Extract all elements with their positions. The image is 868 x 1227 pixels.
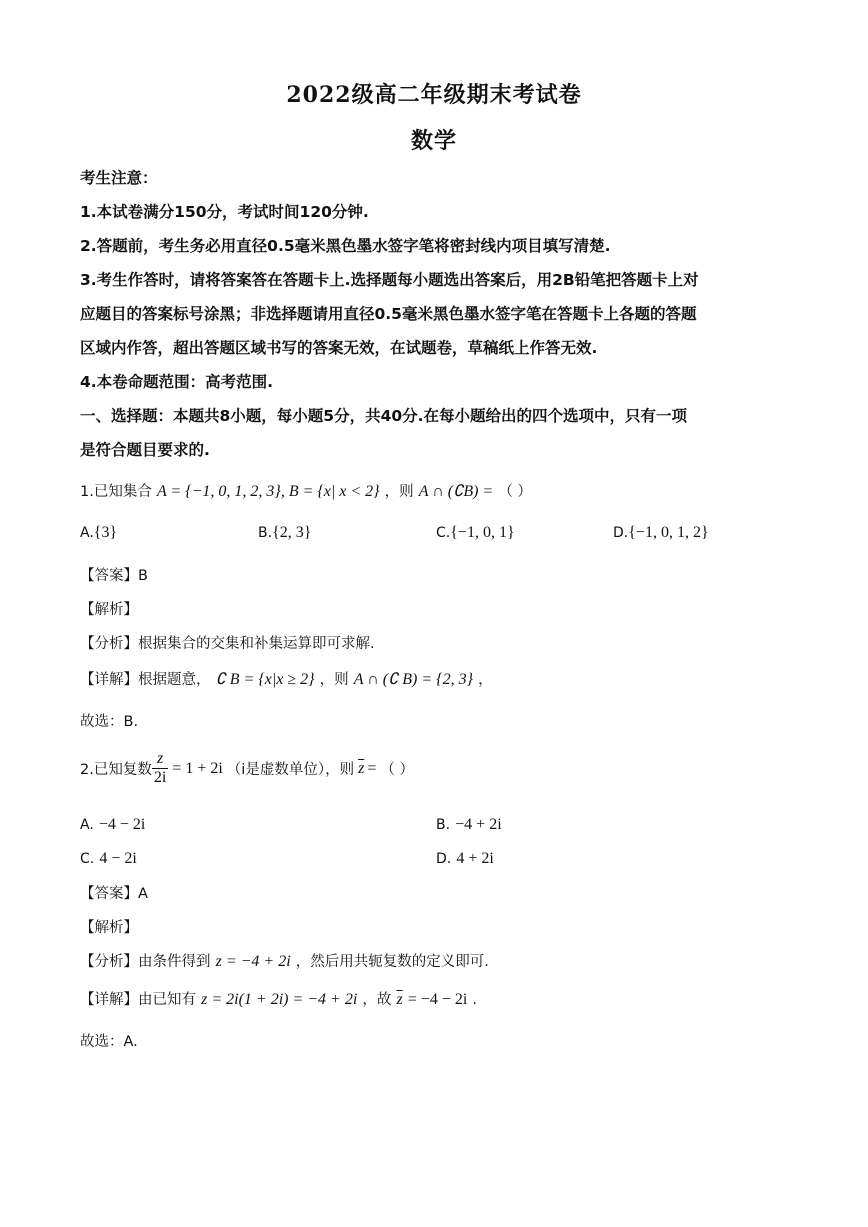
option-letter: B. xyxy=(436,817,451,833)
option-value: {−1, 0, 1} xyxy=(450,524,515,541)
q2-analysis-label: 【解析】 xyxy=(80,920,138,936)
q2-xiangjie-expr: z = 2i(1 + 2i) = −4 + 2i xyxy=(201,991,358,1008)
q2-option-c xyxy=(80,848,137,868)
q1-answer: 【答案】B xyxy=(80,568,148,584)
q2-option-b xyxy=(436,814,502,834)
q1-conclusion: 故选：B. xyxy=(80,714,139,730)
q1-xiangjie-expr2: A ∩ (∁ B) = {2, 3} xyxy=(353,671,473,688)
q2-xiangjie-end: . xyxy=(472,992,478,1008)
q2-fraction-numerator: z xyxy=(152,750,168,769)
notice-item: 4.本卷命题范围：高考范围. xyxy=(80,373,274,391)
q1-prefix: 1.已知集合 xyxy=(80,484,152,500)
q2-option-d xyxy=(436,848,494,868)
q2-conclusion: 故选：A. xyxy=(80,1034,138,1050)
option-value: 4 − 2i xyxy=(99,850,137,867)
option-letter: D. xyxy=(436,851,452,867)
option-letter: A. xyxy=(80,525,94,541)
section-heading-line1: 一、选择题：本题共8小题，每小题5分，共40分.在每小题给出的四个选项中，只有一项 xyxy=(80,407,688,425)
q1-mid: ，则 xyxy=(384,484,414,500)
q2-fraction xyxy=(152,750,168,787)
option-value: {2, 3} xyxy=(272,524,312,541)
q2-fenxi xyxy=(80,950,489,971)
exam-title: 2022级高二年级期末考试卷 xyxy=(286,82,582,108)
q1-option-b xyxy=(258,522,311,542)
option-letter: C. xyxy=(80,851,95,867)
notice-item: 3.考生作答时，请将答案答在答题卡上.选择题每小题选出答案后，用2B铅笔把答题卡上对 xyxy=(80,271,699,289)
option-value: 4 + 2i xyxy=(456,850,494,867)
q1-xiangjie xyxy=(80,668,493,689)
q2-option-a xyxy=(80,814,145,834)
notice-item: 1.本试卷满分150分，考试时间120分钟. xyxy=(80,203,369,221)
q1-xiangjie-expr1: ∁ B = {x|x ≥ 2} xyxy=(215,671,315,688)
q1-analysis-label: 【解析】 xyxy=(80,602,138,618)
q2-equals: = xyxy=(367,759,377,777)
option-letter: B. xyxy=(258,525,273,541)
option-letter: D. xyxy=(613,525,629,541)
q1-option-c xyxy=(436,522,515,542)
notice-item: 应题目的答案标号涂黑；非选择题请用直径0.5毫米黑色墨水签字笔在答题卡上各题的答题 xyxy=(80,305,697,323)
q1-fenxi: 【分析】根据集合的交集和补集运算即可求解. xyxy=(80,636,375,652)
q2-fraction-denominator: 2i xyxy=(153,769,167,786)
q1-expr: A ∩ (∁B) = xyxy=(418,483,494,500)
q1-blank: （ ） xyxy=(498,484,532,500)
option-letter: A. xyxy=(80,817,94,833)
q2-answer: 【答案】A xyxy=(80,886,148,902)
section-heading-line2: 是符合题目要求的. xyxy=(80,441,210,459)
subject-title: 数学 xyxy=(410,128,457,154)
q1-xiangjie-prefix: 【详解】根据题意， xyxy=(80,672,211,688)
question-2 xyxy=(80,750,414,787)
q2-blank: （ ） xyxy=(380,762,414,778)
q1-xiangjie-end: ， xyxy=(478,672,493,688)
q2-fenxi-prefix: 【分析】由条件得到 xyxy=(80,954,211,970)
notice-item: 区域内作答，超出答题区域书写的答案无效，在试题卷，草稿纸上作答无效. xyxy=(80,339,598,357)
q2-equation: = 1 + 2i xyxy=(172,759,223,777)
notice-item: 2.答题前，考生务必用直径0.5毫米黑色墨水签字笔将密封线内项目填写清楚. xyxy=(80,237,611,255)
q2-note: （i是虚数单位），则 xyxy=(226,762,355,778)
option-value: −4 + 2i xyxy=(455,816,502,833)
q2-xiangjie-prefix: 【详解】由已知有 xyxy=(80,992,196,1008)
q2-xiangjie-conjugate: $\overline{z}$ xyxy=(396,991,403,1008)
question-1 xyxy=(80,480,532,501)
q2-xiangjie-expr2: = −4 − 2i xyxy=(407,991,468,1008)
q2-fenxi-expr: z = −4 + 2i xyxy=(215,953,291,970)
option-value: {3} xyxy=(93,524,118,541)
q1-option-a xyxy=(80,522,117,542)
q1-option-d xyxy=(613,522,709,542)
notice-heading: 考生注意： xyxy=(80,169,158,187)
q2-xiangjie-mid: ，故 xyxy=(362,992,392,1008)
option-letter: C. xyxy=(436,525,451,541)
q2-fenxi-end: ，然后用共轭复数的定义即可. xyxy=(295,954,489,970)
q1-sets: A = {−1, 0, 1, 2, 3}, B = {x| x < 2} xyxy=(156,483,380,500)
q2-xiangjie xyxy=(80,988,477,1009)
q2-prefix: 2.已知复数 xyxy=(80,762,152,778)
q1-xiangjie-mid: ，则 xyxy=(319,672,349,688)
q2-conjugate: $\overline{z}$ xyxy=(358,759,365,777)
option-value: {−1, 0, 1, 2} xyxy=(628,524,709,541)
option-value: −4 − 2i xyxy=(98,816,146,833)
